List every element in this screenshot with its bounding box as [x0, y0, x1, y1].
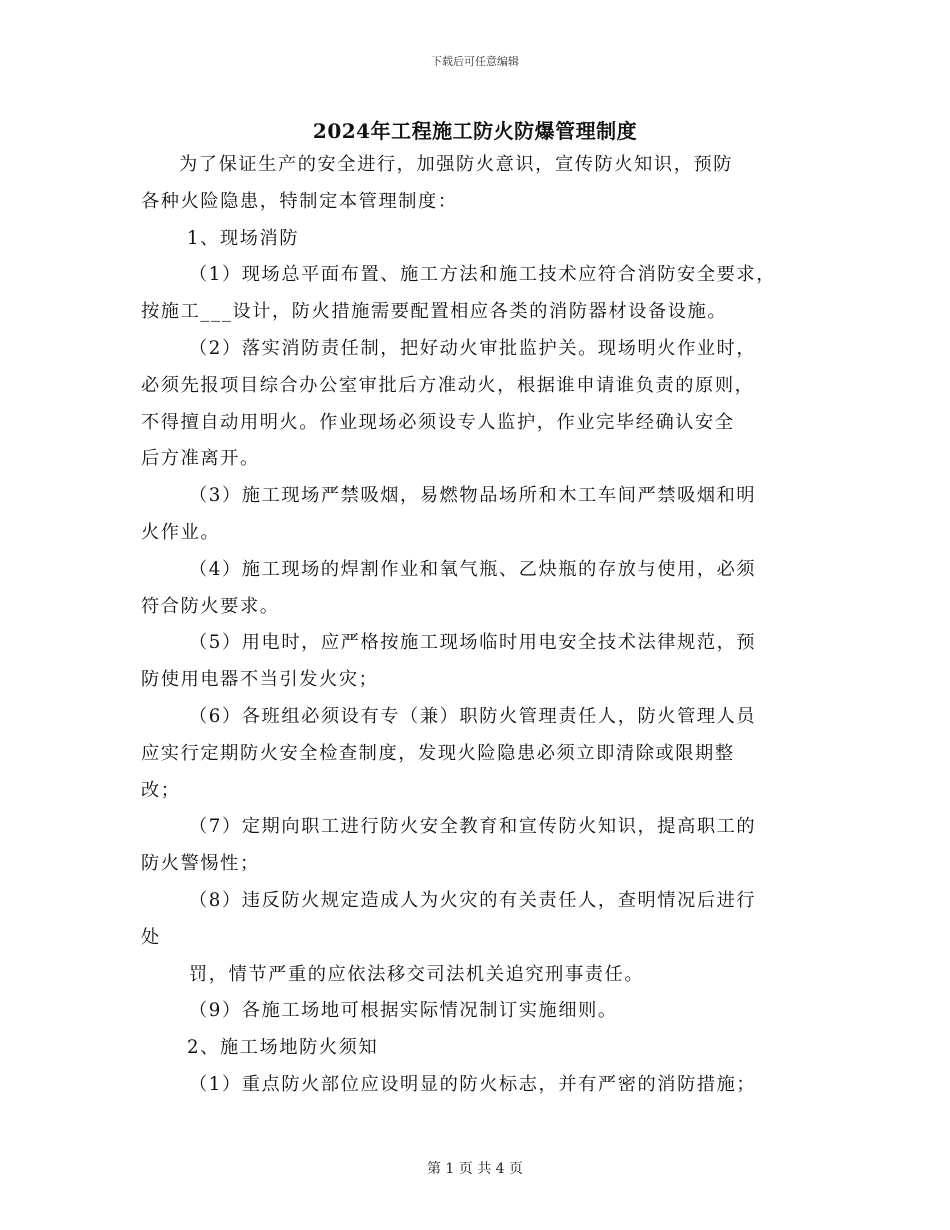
paragraph-line: 防火警惕性； [141, 853, 260, 875]
paragraph-line: 火作业。 [141, 521, 221, 543]
paragraph-line: 应实行定期防火安全检查制度，发现火险隐患必须立即清除或限期整 [141, 742, 735, 764]
paragraph-line: 符合防火要求。 [141, 595, 280, 617]
paragraph-line: 改； [141, 779, 181, 801]
paragraph-line: 按施工___设计，防火措施需要配置相应各类的消防器材设备设施。 [141, 301, 728, 323]
paragraph-line: （1）重点防火部位应设明显的防火标志，并有严密的消防措施； [189, 1073, 757, 1095]
paragraph-line: 必须先报项目综合办公室审批后方准动火，根据谁申请谁负责的原则， [141, 374, 755, 396]
paragraph-line: 罚，情节严重的应依法移交司法机关追究刑事责任。 [189, 963, 645, 985]
paragraph-line: 处 [141, 926, 161, 948]
paragraph-line: （7）定期向职工进行防火安全教育和宣传防火知识，提高职工的 [189, 816, 757, 838]
section-heading: 1、现场消防 [187, 227, 300, 249]
paragraph-line: （2）落实消防责任制，把好动火审批监护关。现场明火作业时， [189, 337, 757, 359]
paragraph-line: 为了保证生产的安全进行，加强防火意识，宣传防火知识，预防 [179, 154, 734, 175]
page-footer: 第 1 页 共 4 页 [426, 1161, 524, 1177]
paragraph-line: （5）用电时，应严格按施工现场临时用电安全技术法律规范，预 [189, 632, 757, 654]
paragraph-line: （4）施工现场的焊割作业和氧气瓶、乙炔瓶的存放与使用，必须 [189, 558, 757, 580]
section-heading: 2、施工场地防火须知 [187, 1037, 379, 1059]
document-title: 2024年工程施工防火防爆管理制度 [312, 119, 638, 143]
paragraph-line: （8）违反防火规定造成人为火灾的有关责任人，查明情况后进行 [189, 889, 757, 911]
document-body [141, 147, 821, 1104]
paragraph-line: 防使用电器不当引发火灾； [141, 669, 379, 691]
paragraph-line: （1）现场总平面布置、施工方法和施工技术应符合消防安全要求， [189, 264, 777, 286]
paragraph-line: 不得擅自动用明火。作业现场必须设专人监护，作业完毕经确认安全 [141, 411, 735, 433]
paragraph-line: （3）施工现场严禁吸烟，易燃物品场所和木工车间严禁吸烟和明 [189, 485, 757, 507]
paragraph-line: （6）各班组必须设有专（兼）职防火管理责任人，防火管理人员 [189, 705, 757, 727]
paragraph-line: （9）各施工场地可根据实际情况制订实施细则。 [189, 1000, 618, 1022]
page-header: 下载后可任意编辑 [431, 55, 519, 68]
paragraph-line: 各种火险隐患，特制定本管理制度： [141, 190, 458, 212]
paragraph-line: 后方准离开。 [141, 448, 260, 470]
